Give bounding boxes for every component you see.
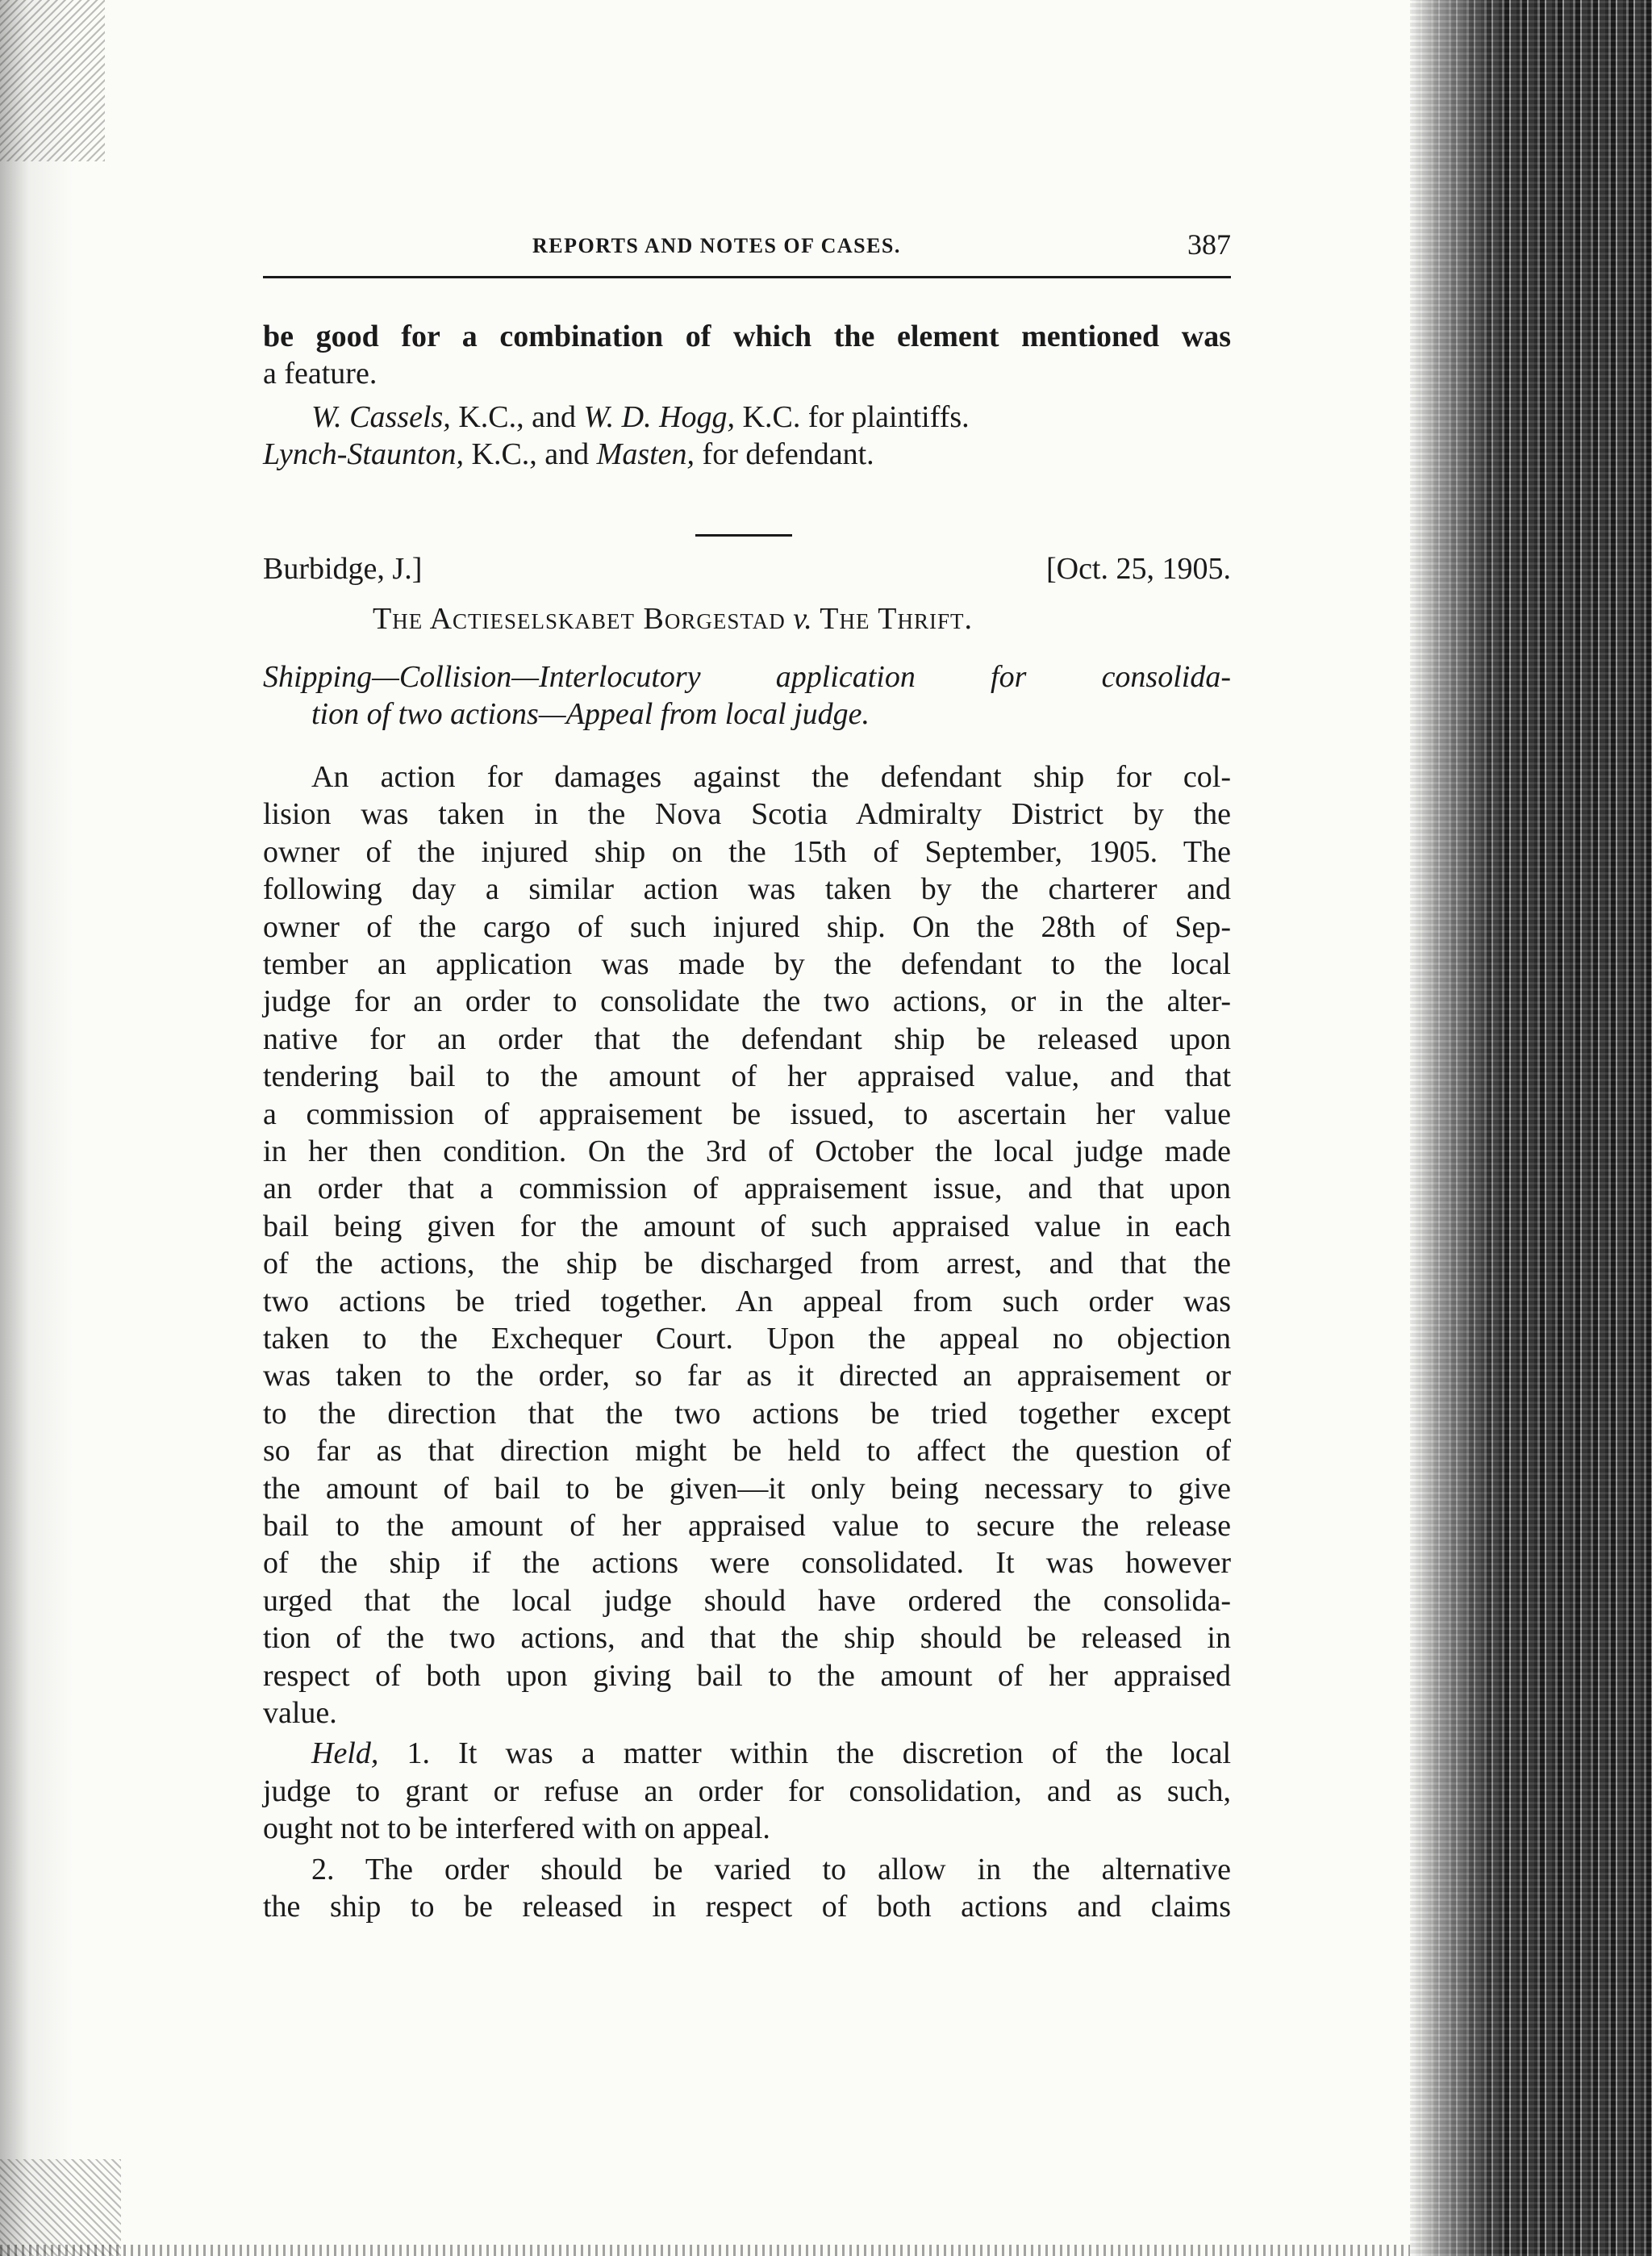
scan-noise-bottom	[0, 2245, 1452, 2256]
body-line: bail to the amount of her appraised value to secure the release	[263, 1509, 1231, 1543]
counsel-run: K.C., and	[450, 400, 584, 434]
case-title	[373, 600, 973, 637]
body-line: an order that a commission of appraisement issue, and that upon	[263, 1172, 1231, 1206]
body-line: tion of the two actions, and that the ship should be released in	[263, 1621, 1231, 1656]
scan-noise-bottom-left	[0, 2159, 121, 2256]
body-line: judge for an order to consolidate the two actions, or in the alter-	[263, 984, 1231, 1019]
body-line: the amount of bail to be given—it only being necessary to give	[263, 1471, 1231, 1506]
body-line: of the actions, the ship be discharged from arrest, and that the	[263, 1247, 1231, 1281]
held-line	[311, 1735, 1231, 1772]
body-line: taken to the Exchequer Court. Upon the appeal no objection	[263, 1322, 1231, 1356]
prev-case-line-1: be good for a combination of which the element mentioned was	[263, 320, 1231, 353]
case-title-versus: v.	[785, 602, 820, 636]
case-title-party-2: The Thrift.	[820, 602, 974, 636]
prev-case-line-2: a feature.	[263, 357, 378, 391]
held-text: 1. It was a matter within the discretion of the local	[378, 1736, 1231, 1771]
counsel-run: K.C. for plaintiffs.	[735, 400, 970, 434]
body-line: bail being given for the amount of such appraised value in each	[263, 1209, 1231, 1243]
body-line: of the ship if the actions were consolidated. It was however	[263, 1546, 1231, 1581]
body-line: following day a similar action was taken by the charterer and	[263, 872, 1231, 907]
counsel-run: Masten,	[596, 437, 695, 471]
counsel-run: W. D. Hogg,	[583, 400, 736, 434]
headnote-line-1: Shipping—Collision—Interlocutory application for consolida-	[263, 660, 1231, 694]
body-line: An action for damages against the defendant ship for col-	[311, 760, 1231, 794]
counsel-run: K.C., and	[464, 437, 597, 471]
body-line: lision was taken in the Nova Scotia Admiralty District by the	[263, 797, 1231, 832]
body-line: two actions be tried together. An appeal from such order was	[263, 1284, 1231, 1318]
body-line: so far as that direction might be held to affect the question of	[263, 1434, 1231, 1468]
page-number: 387	[1187, 228, 1231, 261]
headnote-line-2: tion of two actions—Appeal from local judge.	[311, 697, 870, 731]
header-rule	[263, 276, 1231, 278]
running-header	[263, 228, 1231, 273]
held2-line: 2. The order should be varied to allow in the alternative	[311, 1852, 1231, 1886]
held-line: judge to grant or refuse an order for consolidation, and as such,	[263, 1773, 1231, 1808]
running-title: REPORTS AND NOTES OF CASES.	[532, 234, 901, 257]
held2-line: the ship to be released in respect of both actions and claims	[263, 1890, 1231, 1924]
counsel-run: Lynch-Staunton,	[263, 437, 465, 471]
body-line: urged that the local judge should have ordered the consolida-	[263, 1583, 1231, 1618]
case-date: [Oct. 25, 1905.	[1045, 552, 1231, 586]
case-title-party-1: The Actieselskabet Borgestad	[373, 602, 786, 636]
counsel-run: for defendant.	[695, 437, 874, 471]
body-line: respect of both upon giving bail to the amount of her appraised	[263, 1658, 1231, 1693]
scan-shadow-left	[0, 0, 73, 2256]
body-line: to the direction that the two actions be tried together except	[263, 1396, 1231, 1431]
body-line: in her then condition. On the 3rd of October the local judge made	[263, 1134, 1231, 1168]
book-binding-edge	[1410, 0, 1652, 2256]
body-line: value.	[263, 1696, 337, 1730]
counsel-defendant	[263, 436, 1231, 473]
counsel-run: W. Cassels,	[311, 400, 451, 434]
body-line: owner of the cargo of such injured ship. On the 28th of Sep-	[263, 909, 1231, 944]
body-line: owner of the injured ship on the 15th of September, 1905. The	[263, 834, 1231, 869]
body-line: tember an application was made by the defendant to the local	[263, 947, 1231, 981]
held-line: ought not to be interfered with on appeal.	[263, 1811, 770, 1846]
body-line: native for an order that the defendant ship be released upon	[263, 1021, 1231, 1056]
case-separator-rule	[695, 534, 792, 537]
counsel-plaintiffs	[311, 399, 1231, 436]
body-line: a commission of appraisement be issued, to ascertain her value	[263, 1097, 1231, 1131]
scan-noise-top-left	[0, 0, 105, 161]
held-label: Held,	[311, 1736, 379, 1771]
body-line: was taken to the order, so far as it directed an appraisement or	[263, 1359, 1231, 1393]
body-line: tendering bail to the amount of her appraised value, and that	[263, 1059, 1231, 1094]
judge-name: Burbidge, J.]	[263, 552, 423, 586]
